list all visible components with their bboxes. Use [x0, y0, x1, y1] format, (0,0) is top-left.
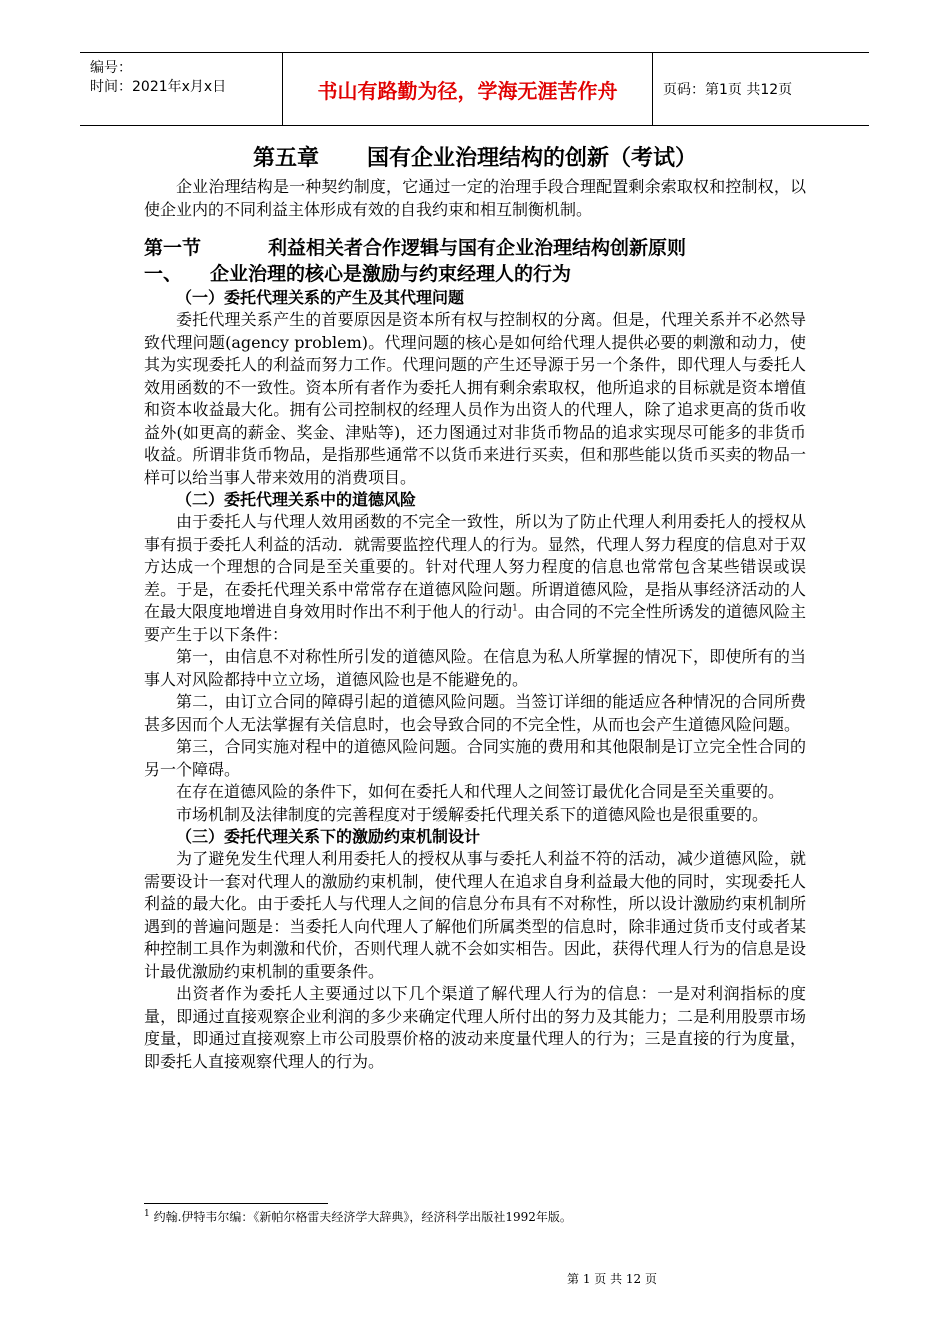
subsection-number: 一、	[144, 263, 183, 285]
paragraph: 出资者作为委托人主要通过以下几个渠道了解代理人行为的信息：一是对利润指标的度量，即通过直接观察企业利润的多少来确定代理人所付出的努力及其能力；二是利用股票市场度量，即通过直接观察上市公司股票价格的波动来度量代理人的行为；三是直接的行为度量，即委托人直接观察代理人的行为。	[144, 984, 806, 1071]
footnote-text: 约翰.伊特韦尔编：《新帕尔格雷夫经济学大辞典》，经济科学出版社1992年版。	[153, 1210, 572, 1224]
sub-heading-3: （三）委托代理关系下的激励约束机制设计	[176, 827, 481, 846]
header-motto: 书山有路勤为径，学海无涯苦作舟	[283, 53, 653, 125]
section-heading	[144, 235, 806, 261]
section-number: 第一节	[144, 237, 202, 259]
page-header	[80, 52, 869, 126]
paragraph: 为了避免发生代理人利用委托人的授权从事与委托人利益不符的活动，减少道德风险，就需要设计一套对代理人的激励约束机制，使代理人在追求自身利益最大他的同时，实现委托人利益的最大化。由于委托人与代理人之间的信息分布具有不对称性，所以设计激励约束机制所遇到的普遍问题是：当委托人向代理人了解他们所属类型的信息时，除非通过货币支付或者某种控制工具作为刺激和代价，否则代理人就不会如实相告。因此，获得代理人行为的信息是设计最优激励约束机制的重要条件。	[144, 849, 806, 981]
chapter-number: 第五章	[252, 146, 319, 171]
paragraph: 第二，由订立合同的障碍引起的道德风险问题。当签订详细的能适应各种情况的合同所费甚多因而个人无法掌握有关信息时，也会导致合同的不完全性，从而也会产生道德风险问题。	[144, 692, 806, 734]
document-time: 时间：2021年x月x日	[90, 79, 227, 95]
footnote-mark: 1	[144, 1209, 150, 1219]
header-page-info: 页码：第1页 共12页	[663, 82, 793, 98]
paragraph: 在存在道德风险的条件下，如何在委托人和代理人之间签订最优化合同是至关重要的。	[176, 782, 785, 801]
chapter-title-text: 国有企业治理结构的创新（考试）	[367, 146, 698, 171]
footnote-ref[interactable]: 1	[512, 603, 518, 614]
subsection-heading	[144, 261, 806, 287]
subsection-title: 企业治理的核心是激励与约束经理人的行为	[210, 263, 572, 285]
document-number: 编号：	[90, 60, 132, 76]
paragraph-with-footnote: 由于委托人与代理人效用函数的不完全一致性，所以为了防止代理人利用委托人的授权从事有损于委托人利益的活动．就需要监控代理人的行为。显然，代理人努力程度的信息对于双方达成一个理想的合同是至关重要的。针对代理人努力程度的信息也常常包含某些错误或误差。于是，在委托代理关系中常常存在道德风险问题。所谓道德风险，是指从事经济活动的人在最大限度地增进自身效用时作出不利于他人的行动$^1$。由合同的不完全性所诱发的道德风险主要产生于以下条件：	[144, 512, 806, 644]
footnote-divider	[144, 1203, 328, 1204]
section-title: 利益相关者合作逻辑与国有企业治理结构创新原则	[268, 237, 687, 259]
header-meta	[80, 53, 283, 125]
footnote	[144, 1209, 572, 1225]
intro-paragraph: 企业治理结构是一种契约制度，它通过一定的治理手段合理配置剩余索取权和控制权，以使企业内的不同利益主体形成有效的自我约束和相互制衡机制。	[144, 177, 806, 219]
sub-heading-2: （二）委托代理关系中的道德风险	[176, 490, 417, 509]
sub-heading-1: （一）委托代理关系的产生及其代理问题	[176, 288, 465, 307]
paragraph: 委托代理关系产生的首要原因是资本所有权与控制权的分离。但是，代理关系并不必然导致代理问题(agency problem)。代理问题的核心是如何给代理人提供必要的刺激和动力，使其为实现委托人的利益而努力工作。代理问题的产生还导源于另一个条件，即代理人与委托人效用函数的不一致性。资本所有者作为委托人拥有剩余索取权，他所追求的目标就是资本增值和资本收益最大化。拥有公司控制权的经理人员作为出资人的代理人，除了追求更高的货币收益外(如更高的薪金、奖金、津贴等)，还力图通过对非货币物品的追求实现尽可能多的非货币收益。所谓非货币物品，是指那些通常不以货币来进行买卖，但和那些能以货币买卖的物品一样可以给当事人带来效用的消费项目。	[144, 310, 806, 487]
paragraph: 市场机制及法律制度的完善程度对于缓解委托代理关系下的道德风险也是很重要的。	[176, 804, 769, 824]
document-body	[144, 142, 806, 1073]
paragraph: 第一，由信息不对称性所引发的道德风险。在信息为私人所掌握的情况下，即使所有的当事人对风险都持中立立场，道德风险也是不能避免的。	[144, 647, 806, 689]
page-footer: 第 1 页 共 12 页	[567, 1272, 657, 1286]
paragraph: 第三，合同实施对程中的道德风险问题。合同实施的费用和其他限制是订立完全性合同的另一个障碍。	[144, 737, 806, 779]
chapter-title	[144, 142, 806, 176]
